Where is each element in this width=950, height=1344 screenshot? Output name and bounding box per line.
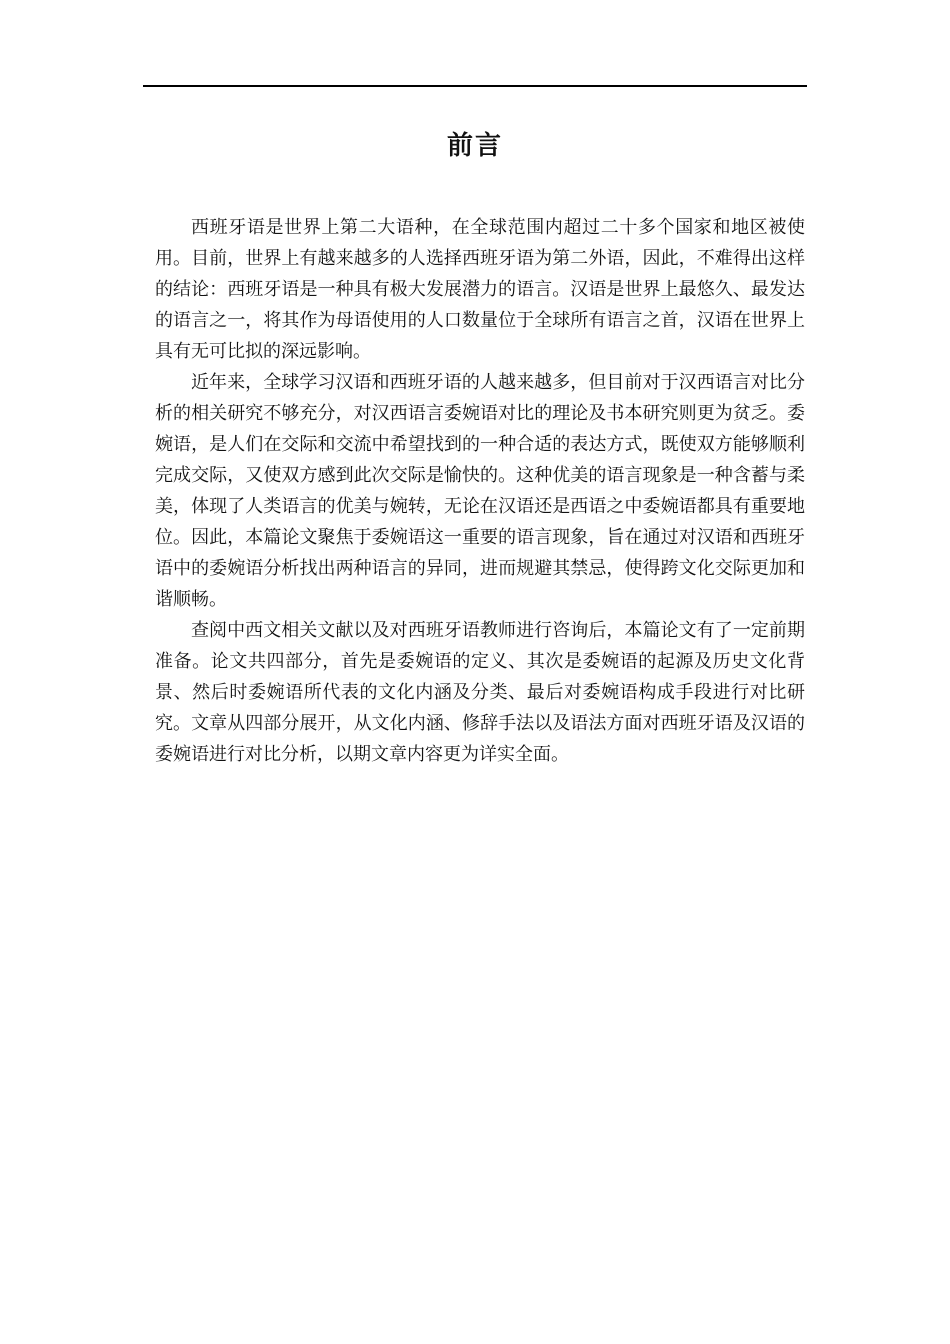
header-rule	[143, 85, 807, 87]
paragraph-2: 近年来，全球学习汉语和西班牙语的人越来越多，但目前对于汉西语言对比分析的相关研究不够充分，对汉西语言委婉语对比的理论及书本研究则更为贫乏。委婉语，是人们在交际和交流中希望找到的一种合适的表达方式，既使双方能够顺利完成交际，又使双方感到此次交际是愉快的。这种优美的语言现象是一种含蓄与柔美，体现了人类语言的优美与婉转，无论在汉语还是西语之中委婉语都具有重要地位。因此，本篇论文聚焦于委婉语这一重要的语言现象，旨在通过对汉语和西班牙语中的委婉语分析找出两种语言的异同，进而规避其禁忌，使得跨文化交际更加和谐顺畅。	[155, 372, 805, 610]
body-text	[155, 212, 805, 770]
paragraph-3: 查阅中西文相关文献以及对西班牙语教师进行咨询后，本篇论文有了一定前期准备。论文共四部分，首先是委婉语的定义、其次是委婉语的起源及历史文化背景、然后时委婉语所代表的文化内涵及分类、最后对委婉语构成手段进行对比研究。文章从四部分展开，从文化内涵、修辞手法以及语法方面对西班牙语及汉语的委婉语进行对比分析，以期文章内容更为详实全面。	[155, 620, 805, 765]
page-title: 前言	[446, 131, 503, 161]
paragraph-1: 西班牙语是世界上第二大语种，在全球范围内超过二十多个国家和地区被使用。目前，世界上有越来越多的人选择西班牙语为第二外语，因此，不难得出这样的结论：西班牙语是一种具有极大发展潜力的语言。汉语是世界上最悠久、最发达的语言之一，将其作为母语使用的人口数量位于全球所有语言之首，汉语在世界上具有无可比拟的深远影响。	[155, 217, 805, 362]
